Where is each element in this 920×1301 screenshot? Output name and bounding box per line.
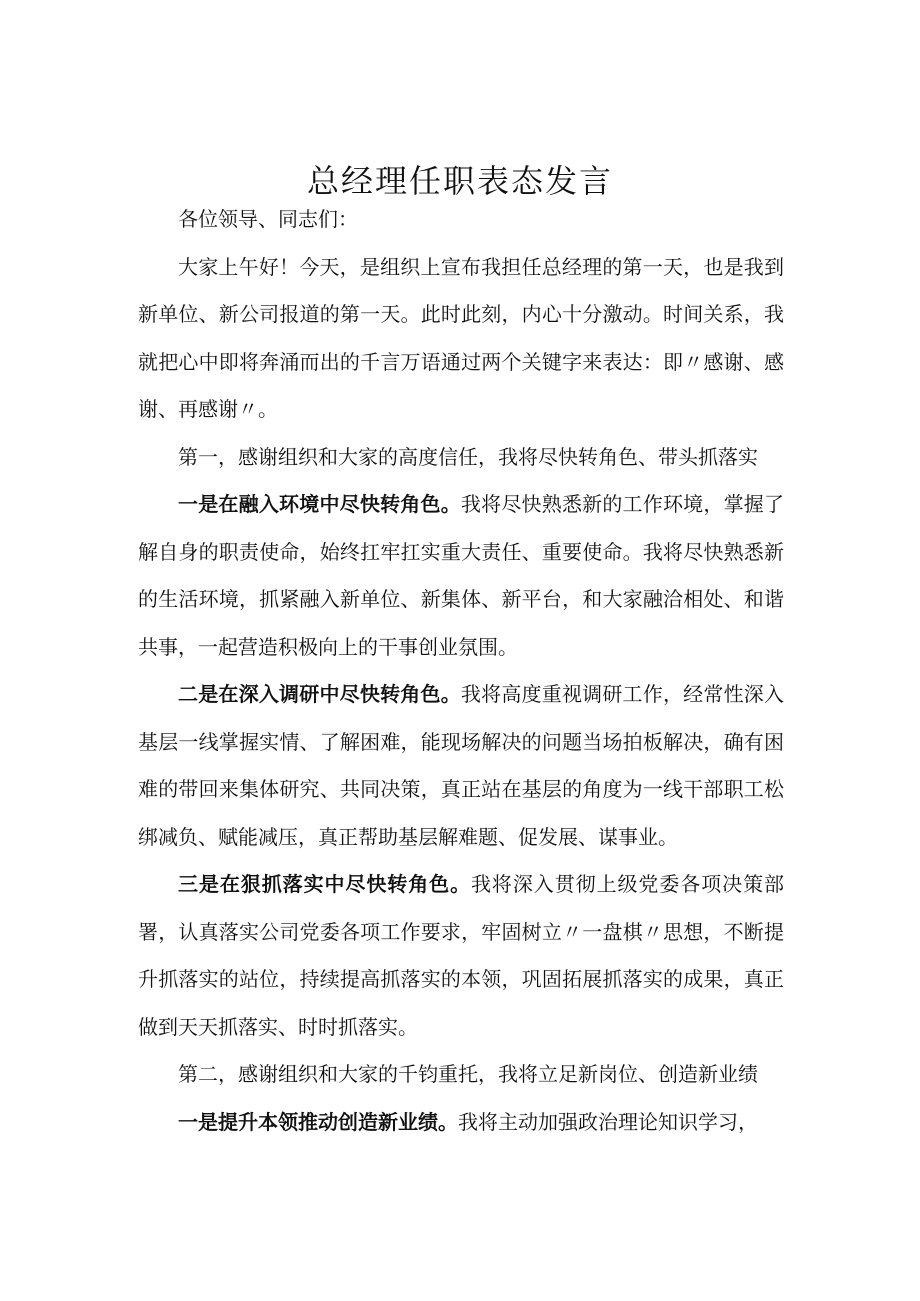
paragraph-text: 大家上午好！今天，是组织上宣布我担任总经理的第一天，也是我到新单位、新公司报道的第一天。此时此刻，内心十分激动。时间关系，我就把心中即将奔涌而出的千言万语通过两个关键字来表达：即〃感谢、感谢、再感谢〃。 [138,254,784,421]
paragraph-text: 我将尽快熟悉新的工作环境，掌握了解自身的职责使命，始终扛牢扛实重大责任、重要使命。我将尽快熟悉新的生活环境，抓紧融入新单位、新集体、新平台，和大家融洽相处、和谐共事，一起营造积极向上的干事创业氛围。 [138,492,785,659]
document-body [138,196,784,1146]
paragraph-lead: 三是在狠抓落实中尽快转角色。 [178,872,471,896]
greeting: 各位领导、同志们： [178,207,358,231]
paragraph-lead: 一是提升本领推动创造新业绩。 [178,1109,458,1134]
paragraph-point-2 [138,671,784,861]
paragraph-lead: 二是在深入调研中尽快转角色。 [178,682,461,706]
paragraph-text: 我将深入贯彻上级党委各项决策部署，认真落实公司党委各项工作要求，牢固树立〃一盘棋〃思想，不断提升抓落实的站位，持续提高抓落实的本领，巩固拓展抓落实的成果，真正做到天天抓落实、时时抓落实。 [138,872,784,1039]
paragraph-point-4 [138,1099,784,1147]
paragraph-point-3 [138,861,784,1051]
paragraph-text: 第一，感谢组织和大家的高度信任，我将尽快转角色、带头抓落实 [178,444,758,469]
section-heading-second [138,1051,784,1099]
paragraph-lead: 一是在融入环境中尽快转角色。 [178,492,461,516]
paragraph-opening [138,244,784,434]
document-title: 总经理任职表态发言 [306,162,613,201]
paragraph-text: 我将主动加强政治理论知识学习， [458,1109,758,1134]
paragraph-text: 第二，感谢组织和大家的千钧重托，我将立足新岗位、创造新业绩 [178,1062,758,1086]
section-heading-first [138,434,784,482]
paragraph-point-1 [138,481,784,671]
paragraph-text: 我将高度重视调研工作，经常性深入基层一线掌握实情、了解困难，能现场解决的问题当场拍板解决，确有困难的带回来集体研究、共同决策，真正站在基层的角度为一线干部职工松绑减负、赋能减压，真正帮助基层解难题、促发展、谋事业。 [138,682,785,849]
